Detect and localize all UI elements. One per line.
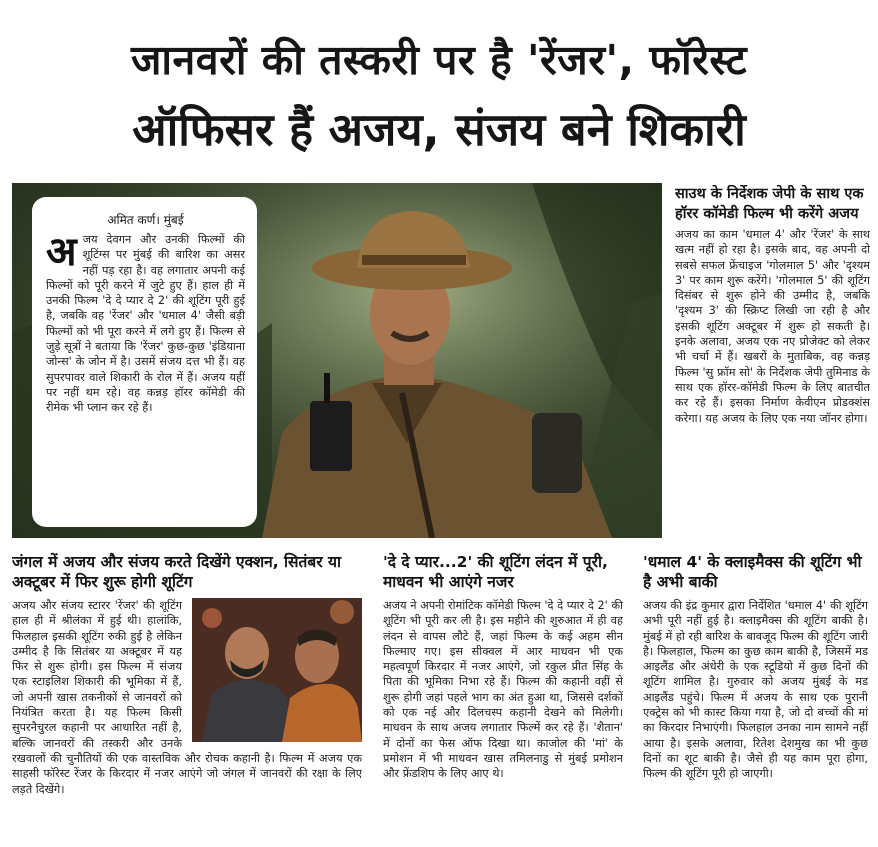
headline-line-1: जानवरों की तस्करी पर है 'रेंजर', फॉरेस्ट (130, 36, 747, 84)
column-2 (383, 552, 623, 782)
inset-photo (192, 598, 362, 742)
intro-box (32, 197, 257, 527)
col3-subhead: 'धमाल 4' के क्लाइमैक्स की शूटिंग भी है अभी बाकी (643, 553, 862, 591)
right-paragraph: अजय का काम 'धमाल 4' और 'रेंजर' के साथ खत्म नहीं हो रहा है। इसके बाद, वह अपनी दो सबसे सफल फ्रेंचाइज 'गोलमाल 5' और 'दृश्यम 3' पर काम शुरू करेंगे। 'गोलमाल 5' की शूटिंग दिसंबर से शुरू होने की उम्मीद है, जबकि 'दृश्यम 3' की स्क्रिप्ट लिखी जा रही है और इसकी शूटिंग अक्टूबर में शुरू हो सकती है। इनके अलावा, अजय एक नए प्रोजेक्ट को लेकर भी चर्चा में हैं। खबरों के मुताबिक, वह कन्नड़ फिल्म 'सु फ्रॉम सो' के निर्देशक जेपी तुमिनाड के साथ एक हॉरर-कॉमेडी फिल्म के लिए बातचीत कर रहे हैं। इसका निर्माण केवीएन प्रोडक्शंस करेगा। यह अजय के लिए एक नया जॉनर होगा। (675, 228, 870, 425)
col1-subhead: जंगल में अजय और संजय करते दिखेंगे एक्शन, सितंबर या अक्टूबर में फिर शुरू होगी शूटिंग (12, 553, 341, 591)
dropcap: अ (46, 229, 77, 275)
right-column (675, 185, 870, 426)
right-subhead: साउथ के निर्देशक जेपी के साथ एक हॉरर कॉमेडी फिल्म भी करेंगे अजय (675, 186, 864, 222)
col3-paragraph: अजय की इंद्र कुमार द्वारा निर्देशित 'धमाल 4' की शूटिंग अभी पूरी नहीं हुई है। क्लाइमैक्स की शूटिंग बाकी है। मुंबई में हो रही बारिश के बावजूद फिल्म की शूटिंग जारी है। फिलहाल, फिल्म का कुछ काम बाकी है, जिसमें मड आइलैंड और अंधेरी के एक स्टूडियो में कुछ दिनों की शूटिंग शामिल है। गुरुवार को अजय मुंबई के मड आइलैंड पहुंचे। फिल्म में अजय के साथ एक पुरानी एक्ट्रेस को भी कास्ट किया गया है, जो दो बच्चों की मां का किरदार निभाएंगी। फिलहाल उनका नाम सामने नहीं आया है। इसके अलावा, रितेश देशमुख का भी कुछ दिनों का शूट बाकी है। जैसे ही यह काम पूरा होगा, फिल्म की शूटिंग पूरी हो जाएगी। (643, 599, 868, 781)
intro-text (46, 229, 245, 416)
headline-line-2: ऑफिसर हैं अजय, संजय बने शिकारी (132, 103, 746, 156)
col2-paragraph: अजय ने अपनी रोमांटिक कॉमेडी फिल्म 'दे दे प्यार दे 2' की शूटिंग भी पूरी कर ली है। इस महीने की शुरुआत में ही वह लंदन से वापस लौटे हैं, जहां फिल्म के कई अहम सीन फिल्माए गए। इस सीक्वल में आर माधवन भी एक महत्वपूर्ण किरदार में नजर आएंगे, जो रकुल प्रीत सिंह के पिता की भूमिका निभा रहे हैं। फिल्म की कहानी वहीं से शुरू होगी जहां पहले भाग का अंत हुआ था, जिससे दर्शकों को एक नई और दिलचस्प कहानी देखने को मिलेगी। माधवन के साथ अजय लगातार फिल्में कर रहे हैं। 'शैतान' में दोनों का फेस ऑफ दिखा था। काजोल की 'मां' के प्रमोशन में भी माधवन खास तमिलनाडु से मुंबई प्रमोशन और फ्रेंडशिप के लिए आए थे। (383, 599, 623, 781)
intro-paragraph: जय देवगन और उनकी फिल्मों की शूटिंग्स पर मुंबई की बारिश का असर नहीं पड़ रहा है। वह लगातार अपनी कई फिल्मों को पूरी करने में जुटे हुए हैं। हाल ही में उनकी फिल्म 'दे दे प्यार दे 2' की शूटिंग पूरी हुई है, जबकि वह 'रेंजर' और 'धमाल 4' जैसी बड़ी फिल्मों को भी पूरा करने में लगे हुए हैं। फिल्म से जुड़े सूत्रों ने बताया कि 'रेंजर' कुछ-कुछ 'इंडियाना जोन्स' के जोन में है। उसमें संजय दत्त भी हैं। वह सुपरपावर वाले शिकारी के रोल में हैं। अजय यहीं पर नहीं थम रहे। वह कन्नड़ हॉरर कॉमेडी की रीमेक भी प्लान कर रहे हैं। (46, 233, 245, 415)
column-1 (12, 552, 362, 797)
byline: अमित कर्ण। मुंबई (107, 213, 184, 227)
col2-subhead: 'दे दे प्यार...2' की शूटिंग लंदन में पूरी, माधवन भी आएंगे नजर (383, 553, 608, 591)
column-3 (643, 552, 868, 782)
col1-paragraph: अजय और संजय स्टारर 'रेंजर' की शूटिंग हाल ही में श्रीलंका में हुई थी। हालांकि, फिलहाल इसकी शूटिंग रुकी हुई है लेकिन उम्मीद है कि सितंबर या अक्टूबर में यह फिर से शुरू होगी। इस फिल्म में संजय एक स्टाइलिश शिकारी की भूमिका में हैं, जो अपनी खास तकनीकों से जानवरों को नियंत्रित करता है। यह फिल्म किसी सुपरनैचुरल कहानी पर आधारित नहीं है, बल्कि जानवरों की तस्करी और उनके रखवालों की चुनौतियों की एक वास्तविक और रोचक कहानी है। फिल्म में अजय एक साहसी फॉरेस्ट रेंजर के किरदार में नजर आएंगे जो जंगल में जानवरों की रक्षा के लिए लड़ते दिखेंगे। (12, 599, 362, 796)
two-actors-illustration (192, 598, 362, 742)
